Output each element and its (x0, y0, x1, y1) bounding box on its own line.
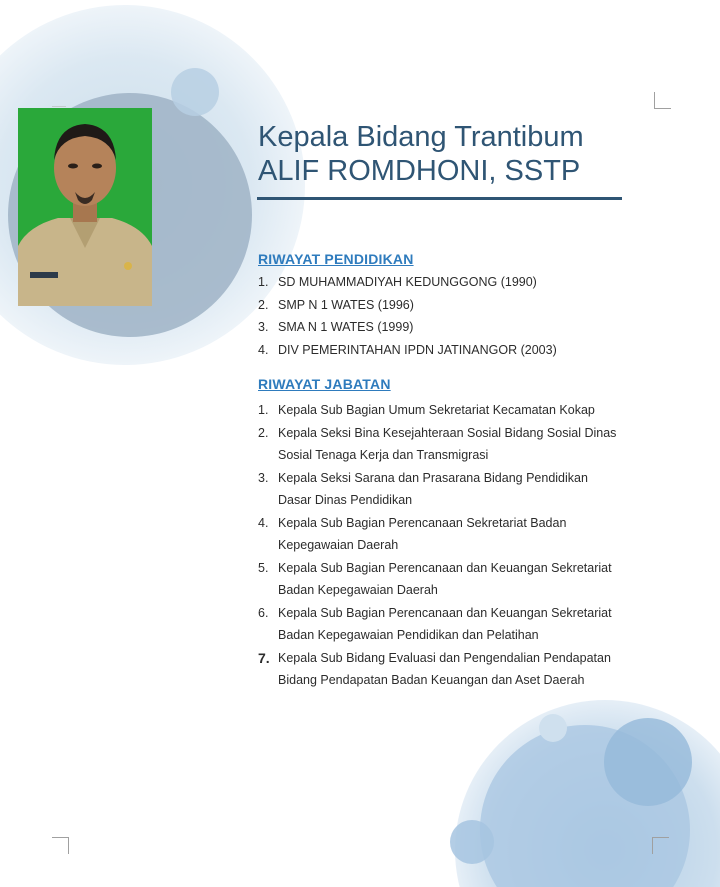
list-item: 7. Kepala Sub Bidang Evaluasi dan Pengendalian Pendapatan Bidang Pendapatan Badan Keuangan dan Aset Daerah (258, 649, 611, 687)
list-item: 3. Kepala Seksi Sarana dan Prasarana Bidang Pendidikan Dasar Dinas Pendidikan (258, 470, 588, 507)
list-item: 5. Kepala Sub Bagian Perencanaan dan Keuangan Sekretariat Badan Kepegawaian Daerah (258, 560, 612, 597)
career-heading: RIWAYAT JABATAN (258, 376, 391, 392)
list-item: 2. Kepala Seksi Bina Kesejahteraan Sosial Bidang Sosial Dinas Sosial Tenaga Kerja dan Transmigrasi (258, 425, 617, 462)
education-list (258, 271, 557, 361)
corner-mark (52, 92, 66, 107)
list-item: 4. DIV PEMERINTAHAN IPDN JATINANGOR (2003) (258, 342, 557, 357)
career-list (258, 399, 628, 692)
list-item: 4. Kepala Sub Bagian Perencanaan Sekretariat Badan Kepegawaian Daerah (258, 515, 567, 552)
list-item: 1. SD MUHAMMADIYAH KEDUNGGONG (1990) (258, 275, 537, 289)
title-divider (257, 197, 622, 200)
person-name: ALIF ROMDHONI, SSTP (258, 155, 581, 187)
decor-circle (450, 820, 494, 864)
list-item: 1. Kepala Sub Bagian Umum Sekretariat Kecamatan Kokap (258, 403, 595, 417)
corner-mark (52, 837, 69, 854)
decor-circle (171, 68, 219, 116)
position-title: Kepala Bidang Trantibum (258, 121, 584, 153)
portrait-illustration (18, 108, 152, 306)
profile-photo (18, 108, 152, 306)
corner-mark (654, 92, 671, 109)
corner-mark (652, 837, 669, 854)
decor-circle (604, 718, 692, 806)
profile-title (258, 120, 584, 188)
list-item: 6. Kepala Sub Bagian Perencanaan dan Keuangan Sekretariat Badan Kepegawaian Pendidikan dan Pelatihan (258, 605, 612, 642)
decor-circle (539, 714, 567, 742)
list-item: 2. SMP N 1 WATES (1996) (258, 297, 414, 312)
list-item: 3. SMA N 1 WATES (1999) (258, 320, 414, 334)
education-heading: RIWAYAT PENDIDIKAN (258, 251, 414, 267)
